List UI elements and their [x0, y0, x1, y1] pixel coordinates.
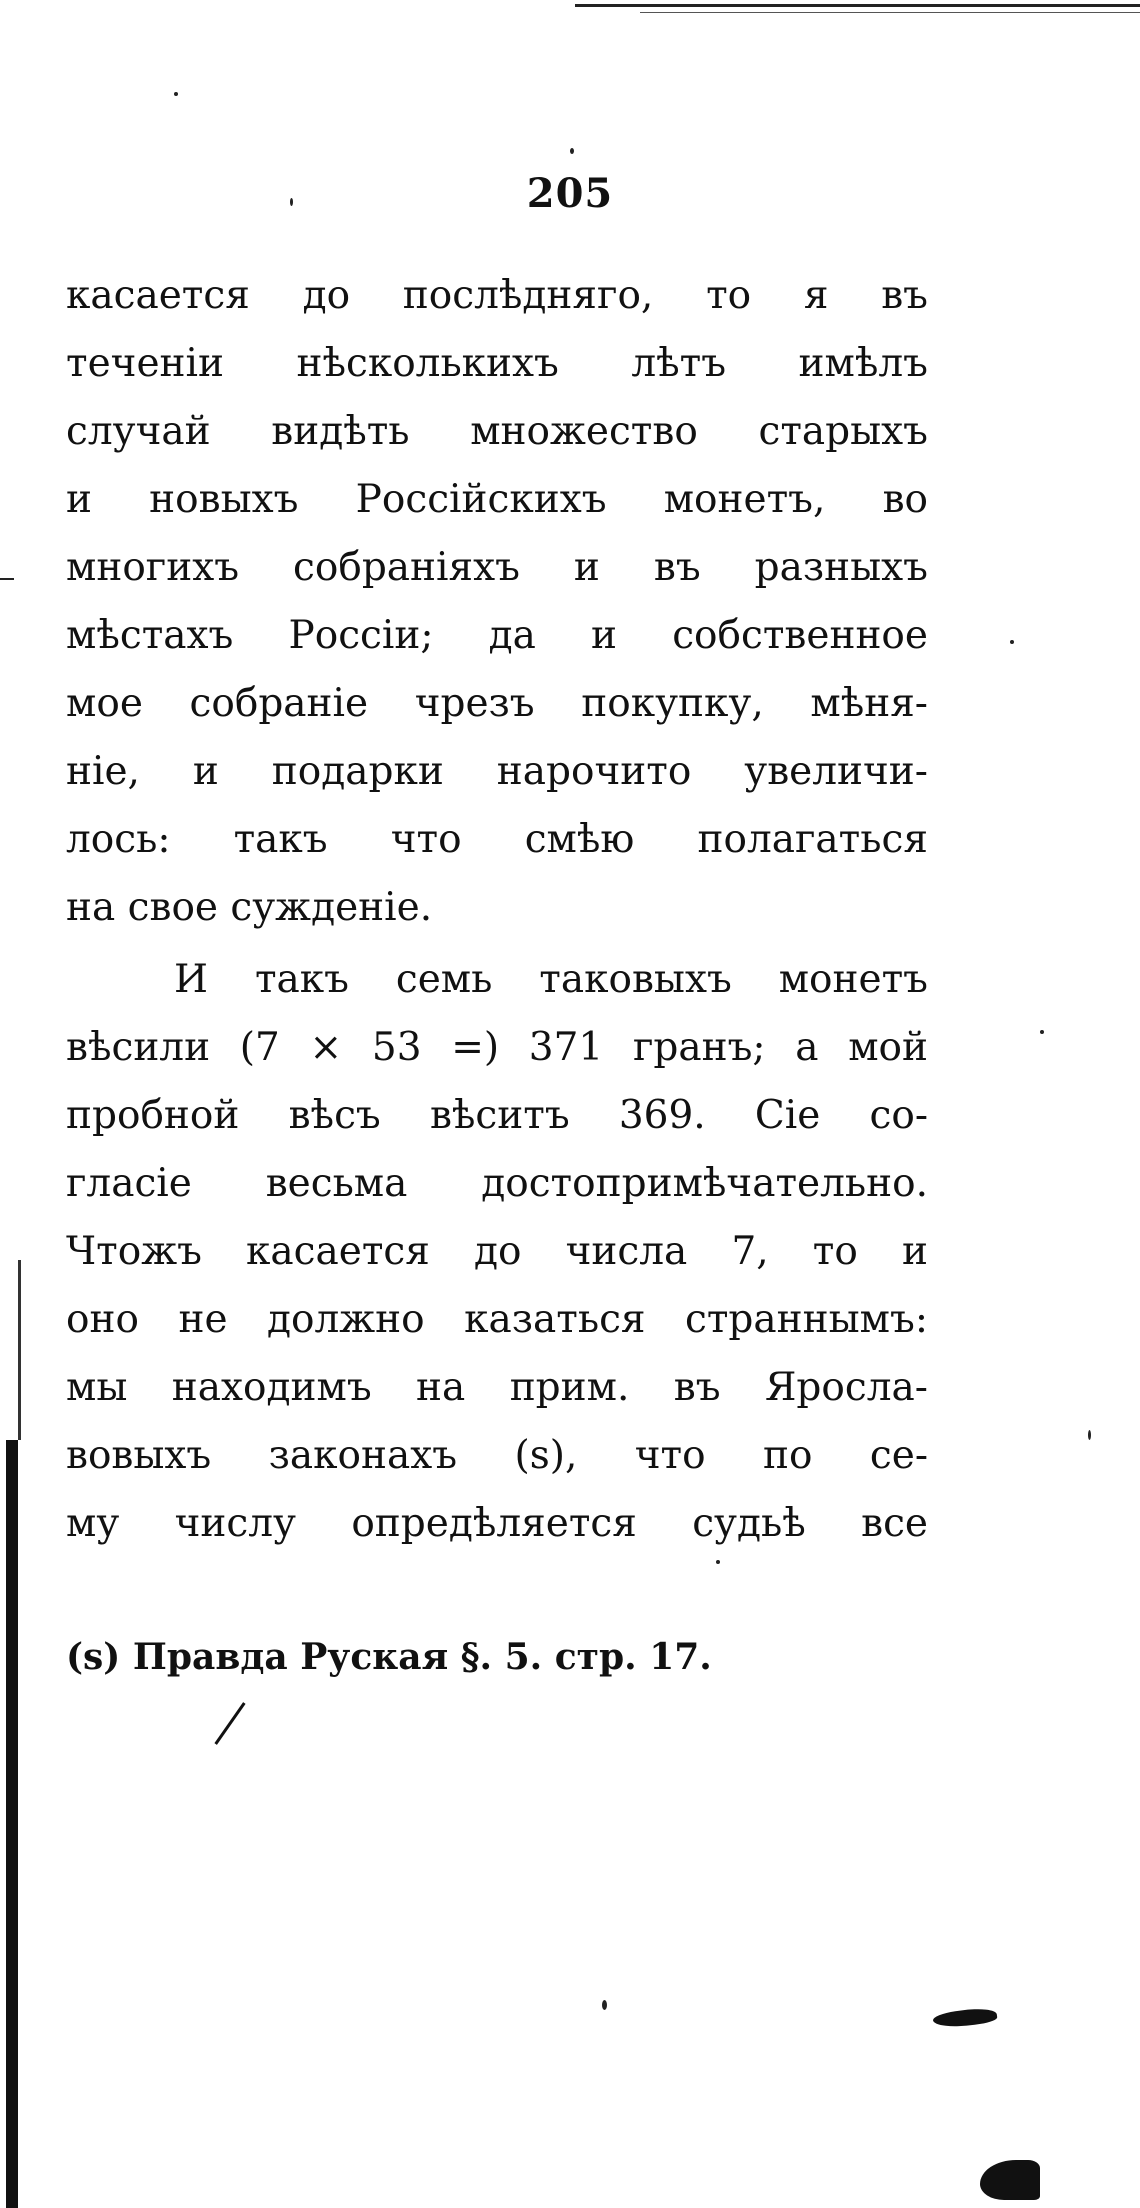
text-line: на свое сужденіе.	[66, 885, 433, 930]
text-line: Чтожъ касается до числа 7, то и	[66, 1229, 928, 1274]
text-line: касается до послѣдняго, то я въ	[66, 273, 928, 318]
ink-blot	[932, 2006, 998, 2031]
scan-speck	[570, 148, 574, 154]
scan-speck	[174, 92, 178, 96]
ink-blot	[980, 2160, 1040, 2200]
binding-edge-line	[18, 1260, 21, 1440]
footnote: (s) Правда Руская §. 5. стр. 17.	[66, 1636, 712, 1678]
text-line: оно не должно казаться страннымъ:	[66, 1297, 928, 1342]
scan-speck	[1010, 640, 1014, 644]
binding-edge-shadow	[6, 1440, 18, 2208]
text-line: вовыхъ законахъ (s), что по се-	[66, 1433, 928, 1478]
scan-speck	[290, 198, 293, 206]
text-line: случай видѣть множество старыхъ	[66, 409, 928, 454]
paragraph-1	[66, 262, 928, 942]
text-line: вѣсили (7 × 53 =) 371 гранъ; а мой	[66, 1025, 928, 1070]
text-line: мое собраніе чрезъ покупку, мѣня-	[66, 681, 928, 726]
page-top-edge-thin	[640, 12, 1140, 13]
text-line: ніе, и подарки нарочито увеличи-	[66, 749, 928, 794]
scan-speck	[1040, 1030, 1044, 1034]
scan-speck	[716, 1560, 720, 1564]
paragraph-2	[66, 946, 928, 1558]
page-top-edge	[575, 4, 1140, 7]
scan-speck	[602, 2000, 607, 2010]
scan-speck	[1088, 1430, 1091, 1440]
page-number: 205	[526, 170, 614, 217]
text-line: теченіи нѣсколькихъ лѣтъ имѣлъ	[66, 341, 928, 386]
text-line: многихъ собраніяхъ и въ разныхъ	[66, 545, 928, 590]
text-line: гласіе весьма достопримѣчательно.	[66, 1161, 928, 1206]
text-line: мы находимъ на прим. въ Яросла-	[66, 1365, 928, 1410]
text-line: пробной вѣсъ вѣситъ 369. Сіе со-	[66, 1093, 928, 1138]
text-line: мѣстахъ Россіи; да и собственное	[66, 613, 928, 658]
text-line: лось: такъ что смѣю полагаться	[66, 817, 928, 862]
ink-stroke	[214, 1702, 245, 1745]
text-line: и новыхъ Россійскихъ монетъ, во	[66, 477, 928, 522]
text-line: му числу опредѣляется судьѣ все	[66, 1501, 928, 1546]
text-line: И такъ семь таковыхъ монетъ	[174, 957, 928, 1002]
margin-mark	[0, 578, 14, 580]
